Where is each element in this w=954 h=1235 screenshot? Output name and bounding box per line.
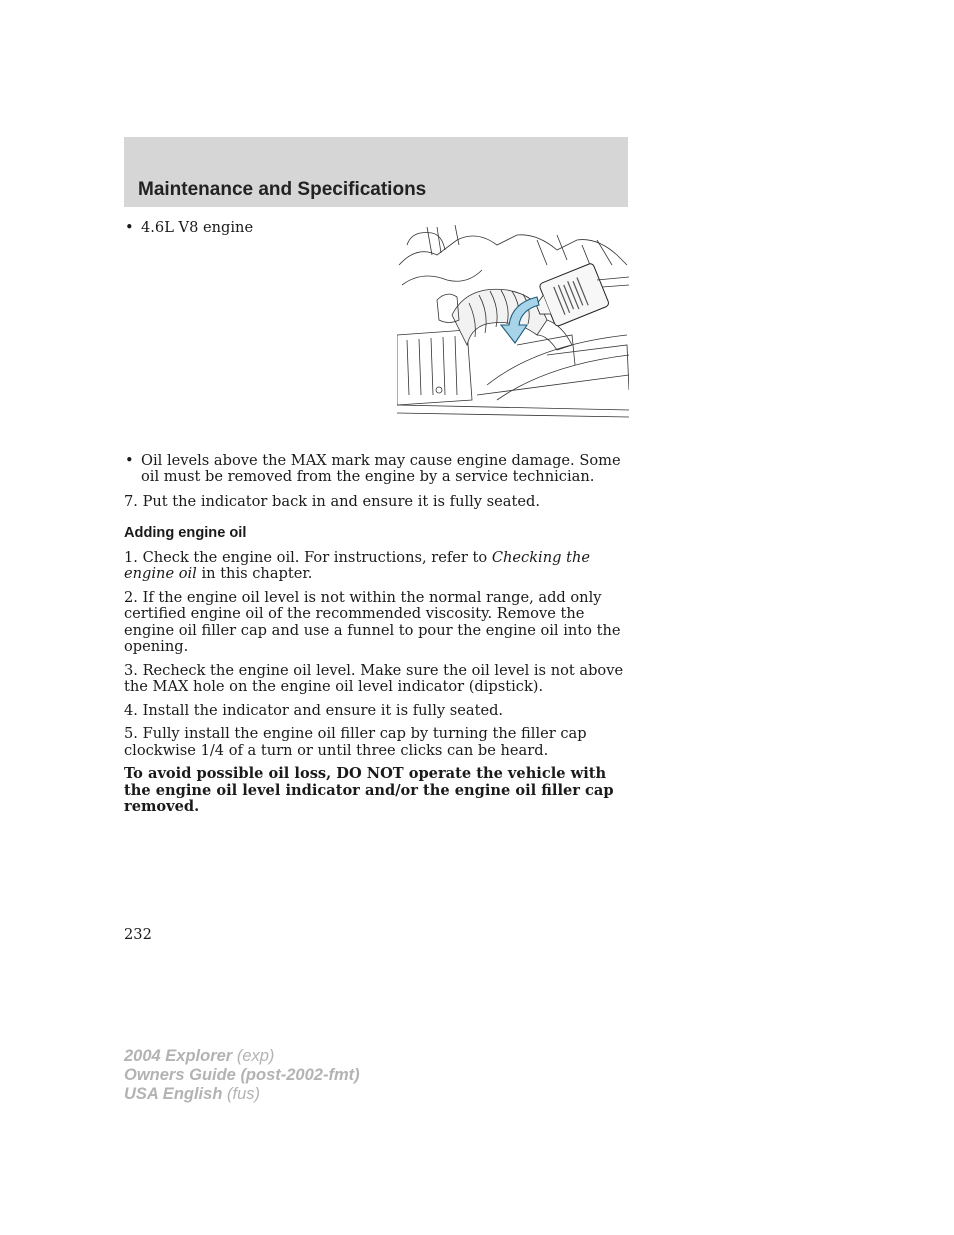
step-5: 5. Fully install the engine oil filler cap by turning the filler cap clockwise 1/4 of a turn or until three clicks can be heard. <box>124 725 587 759</box>
step-1 <box>124 550 630 583</box>
footer-model: 2004 Explorer <box>124 1047 233 1065</box>
footer-line-2 <box>124 1066 360 1085</box>
footer-guide: Owners Guide (post-2002-fmt) <box>124 1066 360 1084</box>
footer-language-code: (fus) <box>222 1085 260 1103</box>
footer-language: USA English <box>124 1085 223 1103</box>
engine-illustration <box>397 225 629 421</box>
step-4: 4. Install the indicator and ensure it is fully seated. <box>124 701 504 719</box>
section-header-band <box>124 137 628 207</box>
page-number: 232 <box>124 926 152 943</box>
footer-model-code: (exp) <box>232 1047 275 1065</box>
step-1-prefix: 1. Check the engine oil. For instructions, refer to <box>124 548 492 566</box>
step-1-suffix: in this chapter. <box>196 565 313 582</box>
step-1-reference: Checking the engine oil <box>124 548 590 582</box>
step-3: 3. Recheck the engine oil level. Make sure the oil level is not above the MAX hole on the engine oil level indicator (dipstick). <box>124 661 624 695</box>
bullet-engine: • 4.6L V8 engine <box>124 220 391 237</box>
bullet-oil-warning: • Oil levels above the MAX mark may cause engine damage. Some oil must be removed from the engine by a service technician. <box>124 453 630 486</box>
section-heading: Adding engine oil <box>124 525 247 541</box>
warning-text: To avoid possible oil loss, DO NOT operate the vehicle with the engine oil level indicator and/or the engine oil filler cap removed. <box>124 765 614 815</box>
footer-line-1 <box>124 1047 360 1066</box>
page-title: Maintenance and Specifications <box>138 179 427 200</box>
footer-line-3 <box>124 1085 360 1104</box>
step-2: 2. If the engine oil level is not within the normal range, add only certified engine oil of the recommended viscosity. Remove the engine oil filler cap and use a funnel to pour the engine oil into the opening. <box>124 588 621 655</box>
step-7: 7. Put the indicator back in and ensure it is fully seated. <box>124 492 540 510</box>
footer <box>124 1047 360 1104</box>
